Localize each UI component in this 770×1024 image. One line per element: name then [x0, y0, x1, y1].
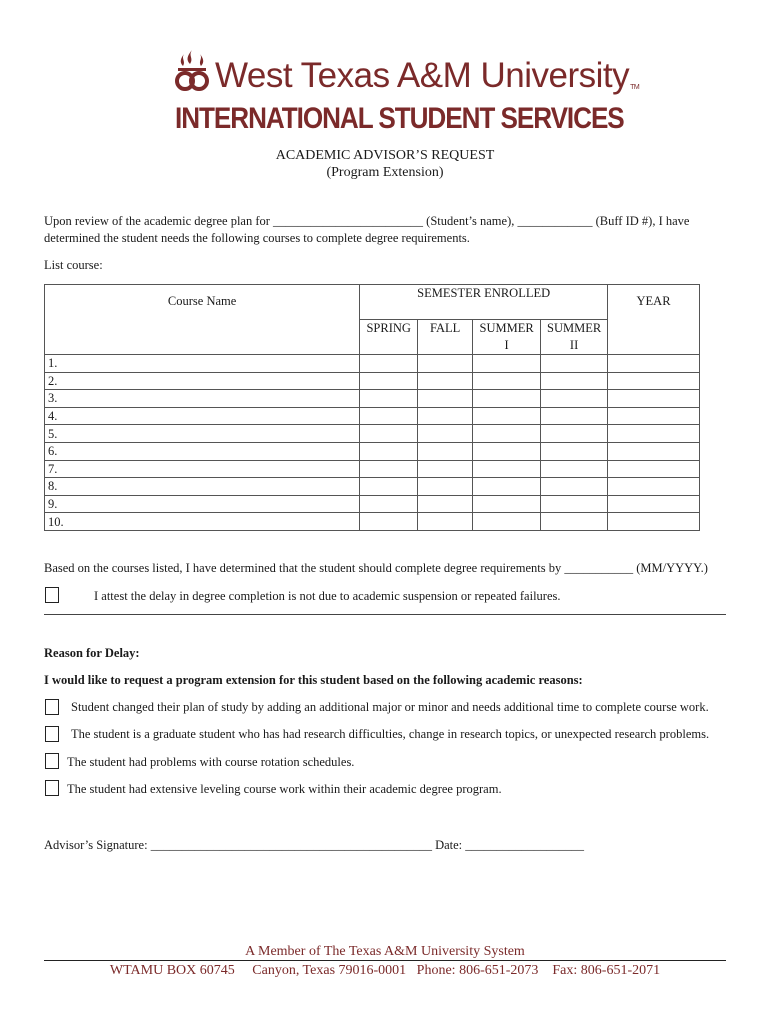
course-name-cell[interactable]: 7.: [45, 460, 360, 478]
summer-ii-cell[interactable]: [541, 513, 608, 531]
summer-ii-cell[interactable]: [541, 355, 608, 373]
year-cell[interactable]: [608, 442, 700, 460]
fall-cell[interactable]: [418, 495, 473, 513]
spring-cell[interactable]: [360, 460, 418, 478]
attest-checkbox[interactable]: [45, 587, 59, 603]
reason-option-4: The student had extensive leveling course work within their academic degree program.: [67, 782, 502, 796]
course-name-cell[interactable]: 10.: [45, 513, 360, 531]
summer-ii-cell[interactable]: [541, 372, 608, 390]
year-cell[interactable]: [608, 407, 700, 425]
list-course-label: List course:: [44, 258, 103, 272]
form-title: ACADEMIC ADVISOR’S REQUEST: [275, 148, 495, 163]
fall-cell[interactable]: [418, 355, 473, 373]
summer-i-cell[interactable]: [473, 460, 541, 478]
course-name-cell[interactable]: 1.: [45, 355, 360, 373]
summer-ii-cell[interactable]: [541, 425, 608, 443]
reason-option-2: The student is a graduate student who has had research difficulties, change in research topics, or unexpected research problems.: [71, 727, 710, 741]
summer-ii-cell[interactable]: [541, 478, 608, 496]
table-row: [45, 407, 700, 425]
summer-ii-cell[interactable]: [541, 442, 608, 460]
intro-line-1: Upon review of the academic degree plan for ________________________ (Student’s name), ____________ (Buff ID #), I have: [44, 214, 690, 228]
summer-i-cell[interactable]: [473, 355, 541, 373]
spring-cell[interactable]: [360, 478, 418, 496]
semester-enrolled-header: SEMESTER ENROLLED: [360, 285, 608, 320]
table-row: [45, 355, 700, 373]
section-divider: [44, 614, 726, 615]
summer-i-cell[interactable]: [473, 407, 541, 425]
course-name-cell[interactable]: 9.: [45, 495, 360, 513]
spring-cell[interactable]: [360, 355, 418, 373]
year-cell[interactable]: [608, 495, 700, 513]
semester-header-fall: FALL: [418, 320, 473, 355]
year-cell[interactable]: [608, 425, 700, 443]
table-row: [45, 442, 700, 460]
footer-divider: [44, 960, 726, 961]
summer-i-cell[interactable]: [473, 495, 541, 513]
summer-i-cell[interactable]: [473, 478, 541, 496]
summer-i-cell[interactable]: [473, 442, 541, 460]
wtamu-flame-logo-icon: [172, 48, 212, 94]
course-name-cell[interactable]: 4.: [45, 407, 360, 425]
table-row: [45, 425, 700, 443]
form-subtitle: (Program Extension): [326, 165, 444, 180]
completion-statement: Based on the courses listed, I have determined that the student should complete degree requirements by ___________ (MM/YYYY.): [44, 561, 708, 575]
summer-i-cell[interactable]: [473, 513, 541, 531]
year-cell[interactable]: [608, 513, 700, 531]
fall-cell[interactable]: [418, 478, 473, 496]
course-name-cell[interactable]: 5.: [45, 425, 360, 443]
summer-i-cell[interactable]: [473, 390, 541, 408]
semester-header-spring: SPRING: [360, 320, 418, 355]
advisor-signature-line[interactable]: Advisor’s Signature: _____________________________________________ Date: ___________________: [44, 838, 585, 852]
reason-option-4-checkbox[interactable]: [45, 780, 59, 796]
year-cell[interactable]: [608, 460, 700, 478]
spring-cell[interactable]: [360, 425, 418, 443]
table-row: [45, 390, 700, 408]
year-cell[interactable]: [608, 355, 700, 373]
spring-cell[interactable]: [360, 495, 418, 513]
summer-i-cell[interactable]: [473, 425, 541, 443]
summer-i-cell[interactable]: [473, 372, 541, 390]
reason-option-1: Student changed their plan of study by adding an additional major or minor and needs additional time to complete course work.: [71, 700, 709, 714]
fall-cell[interactable]: [418, 513, 473, 531]
course-table: [44, 284, 700, 531]
spring-cell[interactable]: [360, 390, 418, 408]
spring-cell[interactable]: [360, 407, 418, 425]
summer-ii-cell[interactable]: [541, 407, 608, 425]
course-name-cell[interactable]: 6.: [45, 442, 360, 460]
semester-header-summer-i: SUMMER I: [473, 320, 541, 355]
course-name-header: Course Name: [45, 285, 360, 355]
table-row: [45, 495, 700, 513]
summer-ii-cell[interactable]: [541, 495, 608, 513]
footer-member: A Member of The Texas A&M University System: [245, 944, 525, 959]
spring-cell[interactable]: [360, 442, 418, 460]
reason-heading: Reason for Delay:: [44, 646, 140, 660]
fall-cell[interactable]: [418, 390, 473, 408]
reason-option-3: The student had problems with course rotation schedules.: [67, 755, 355, 769]
year-header: YEAR: [608, 285, 700, 355]
fall-cell[interactable]: [418, 372, 473, 390]
fall-cell[interactable]: [418, 460, 473, 478]
year-cell[interactable]: [608, 478, 700, 496]
course-name-cell[interactable]: 2.: [45, 372, 360, 390]
course-name-cell[interactable]: 3.: [45, 390, 360, 408]
summer-ii-cell[interactable]: [541, 390, 608, 408]
department-name: INTERNATIONAL STUDENT SERVICES: [175, 102, 624, 135]
year-cell[interactable]: [608, 390, 700, 408]
footer-address: WTAMU BOX 60745 Canyon, Texas 79016-0001 Phone: 806-651-2073 Fax: 806-651-2071: [109, 963, 661, 978]
reason-option-2-checkbox[interactable]: [45, 726, 59, 742]
university-name: West Texas A&M UniversityTM: [215, 56, 640, 95]
fall-cell[interactable]: [418, 442, 473, 460]
spring-cell[interactable]: [360, 513, 418, 531]
table-row: [45, 372, 700, 390]
table-row: [45, 478, 700, 496]
semester-header-summer-ii: SUMMER II: [541, 320, 608, 355]
course-name-cell[interactable]: 8.: [45, 478, 360, 496]
table-row: [45, 513, 700, 531]
fall-cell[interactable]: [418, 425, 473, 443]
year-cell[interactable]: [608, 372, 700, 390]
summer-ii-cell[interactable]: [541, 460, 608, 478]
attest-text: I attest the delay in degree completion is not due to academic suspension or repeated failures.: [94, 589, 561, 603]
intro-line-2: determined the student needs the following courses to complete degree requirements.: [44, 231, 470, 245]
spring-cell[interactable]: [360, 372, 418, 390]
reason-option-1-checkbox[interactable]: [45, 699, 59, 715]
reason-option-3-checkbox[interactable]: [45, 753, 59, 769]
reason-request: I would like to request a program extension for this student based on the following academic reasons:: [44, 673, 583, 687]
fall-cell[interactable]: [418, 407, 473, 425]
table-row: [45, 460, 700, 478]
